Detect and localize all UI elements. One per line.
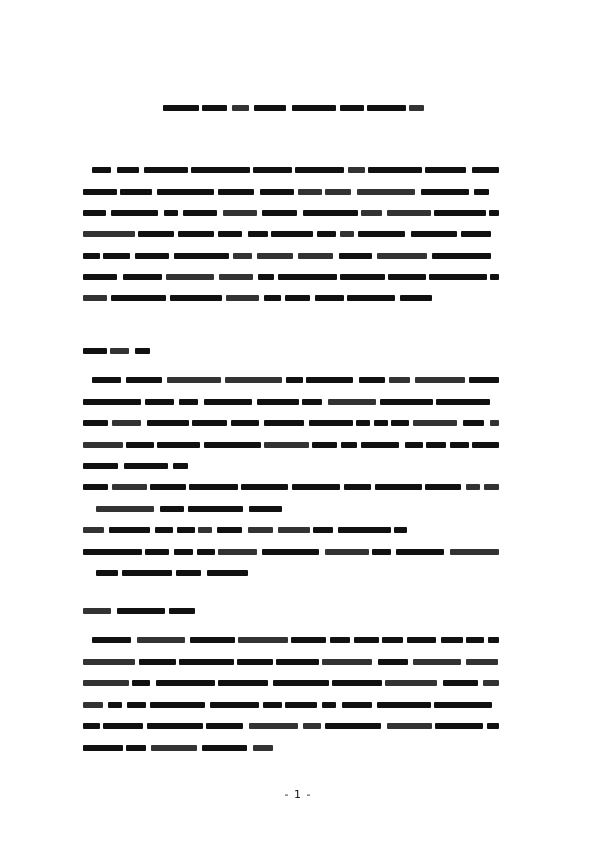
- word-block: [218, 189, 254, 195]
- word-block: [253, 167, 292, 173]
- word-block: [248, 231, 268, 237]
- word-block: [328, 399, 376, 405]
- word-block: [83, 253, 100, 259]
- word-block: [474, 189, 489, 195]
- word-block: [388, 274, 426, 280]
- word-block: [198, 527, 212, 533]
- word-block: [157, 189, 214, 195]
- word-block: [150, 702, 205, 708]
- word-block: [219, 274, 253, 280]
- word-block: [484, 484, 499, 490]
- word-block: [139, 659, 176, 665]
- word-block: [190, 637, 235, 643]
- word-block: [278, 274, 337, 280]
- word-block: [122, 570, 172, 576]
- body-line: [83, 227, 499, 240]
- word-block: [83, 210, 106, 216]
- word-block: [263, 702, 282, 708]
- word-block: [204, 399, 252, 405]
- word-block: [377, 253, 427, 259]
- word-block: [429, 274, 487, 280]
- word-block: [173, 463, 188, 469]
- word-block: [183, 210, 217, 216]
- word-block: [295, 167, 344, 173]
- word-block: [291, 637, 326, 643]
- word-block: [197, 549, 215, 555]
- word-block: [232, 105, 249, 111]
- word-block: [303, 723, 321, 729]
- word-block: [361, 210, 382, 216]
- word-block: [359, 377, 385, 383]
- word-block: [157, 442, 200, 448]
- word-block: [341, 442, 357, 448]
- word-block: [356, 420, 370, 426]
- word-block: [374, 420, 388, 426]
- word-block: [394, 527, 407, 533]
- word-block: [233, 253, 252, 259]
- word-block: [483, 680, 499, 686]
- word-block: [292, 484, 340, 490]
- word-block: [192, 420, 227, 426]
- word-block: [126, 442, 154, 448]
- word-block: [204, 442, 261, 448]
- body-line: [83, 416, 499, 429]
- word-block: [400, 295, 432, 301]
- word-block: [302, 399, 322, 405]
- word-block: [377, 702, 431, 708]
- word-block: [413, 420, 457, 426]
- word-block: [96, 506, 154, 512]
- word-block: [144, 167, 188, 173]
- word-block: [226, 295, 259, 301]
- word-block: [167, 377, 221, 383]
- word-block: [411, 231, 457, 237]
- word-block: [83, 680, 129, 686]
- word-block: [367, 105, 406, 111]
- word-block: [108, 702, 122, 708]
- word-block: [271, 231, 313, 237]
- word-block: [340, 105, 364, 111]
- word-block: [325, 723, 381, 729]
- word-block: [434, 702, 492, 708]
- word-block: [217, 527, 242, 533]
- body-line: [83, 698, 499, 711]
- body-line: [83, 676, 499, 689]
- word-block: [344, 484, 371, 490]
- list-item-line: [83, 523, 407, 536]
- word-block: [332, 680, 382, 686]
- body-line: [83, 438, 499, 451]
- body-line: [83, 459, 188, 472]
- page-number: - 1 -: [284, 788, 312, 801]
- word-block: [83, 274, 117, 280]
- word-block: [218, 231, 242, 237]
- subsection-heading: [83, 604, 195, 617]
- word-block: [276, 659, 319, 665]
- word-block: [83, 484, 108, 490]
- body-line: [83, 270, 499, 283]
- word-block: [111, 210, 158, 216]
- word-block: [176, 570, 201, 576]
- word-block: [487, 723, 499, 729]
- word-block: [340, 231, 354, 237]
- body-line: [83, 206, 499, 219]
- word-block: [273, 680, 329, 686]
- word-block: [313, 527, 333, 533]
- word-block: [83, 702, 103, 708]
- word-block: [426, 442, 446, 448]
- word-block: [179, 659, 234, 665]
- body-line: [92, 373, 499, 386]
- word-block: [188, 506, 243, 512]
- word-block: [253, 745, 273, 751]
- word-block: [303, 210, 358, 216]
- word-block: [389, 377, 410, 383]
- word-block: [348, 167, 365, 173]
- word-block: [391, 420, 409, 426]
- word-block: [83, 745, 123, 751]
- word-block: [179, 399, 198, 405]
- word-block: [218, 549, 257, 555]
- word-block: [83, 442, 123, 448]
- word-block: [126, 745, 146, 751]
- word-block: [155, 527, 173, 533]
- word-block: [354, 637, 379, 643]
- word-block: [112, 484, 147, 490]
- word-block: [254, 105, 286, 111]
- word-block: [177, 527, 195, 533]
- word-block: [306, 377, 353, 383]
- word-block: [385, 680, 437, 686]
- word-block: [257, 253, 293, 259]
- word-block: [409, 105, 424, 111]
- word-block: [466, 484, 480, 490]
- word-block: [163, 105, 199, 111]
- word-block: [338, 527, 391, 533]
- word-block: [368, 167, 422, 173]
- word-block: [126, 377, 162, 383]
- word-block: [292, 105, 336, 111]
- word-block: [202, 745, 247, 751]
- word-block: [469, 377, 499, 383]
- word-block: [160, 506, 184, 512]
- body-line: [83, 719, 499, 732]
- word-block: [405, 442, 423, 448]
- list-item-line: [96, 566, 248, 579]
- word-block: [210, 702, 259, 708]
- word-block: [375, 484, 422, 490]
- word-block: [249, 723, 298, 729]
- word-block: [83, 527, 104, 533]
- word-block: [92, 167, 111, 173]
- word-block: [472, 167, 499, 173]
- section-heading: [83, 344, 155, 357]
- word-block: [83, 295, 107, 301]
- body-line: [92, 163, 499, 176]
- word-block: [387, 723, 432, 729]
- word-block: [490, 420, 499, 426]
- word-block: [83, 348, 107, 354]
- word-block: [286, 377, 303, 383]
- word-block: [380, 399, 433, 405]
- body-line: [83, 291, 432, 304]
- word-block: [223, 210, 257, 216]
- word-block: [378, 659, 408, 665]
- word-block: [278, 527, 310, 533]
- word-block: [466, 659, 498, 665]
- word-block: [117, 608, 165, 614]
- word-block: [123, 274, 162, 280]
- word-block: [342, 702, 372, 708]
- body-line: [92, 633, 499, 646]
- word-block: [231, 420, 259, 426]
- word-block: [189, 484, 238, 490]
- word-block: [241, 484, 288, 490]
- word-block: [218, 680, 268, 686]
- word-block: [339, 253, 372, 259]
- word-block: [135, 348, 150, 354]
- document-title: [163, 101, 424, 114]
- word-block: [317, 231, 336, 237]
- word-block: [83, 608, 111, 614]
- word-block: [490, 274, 499, 280]
- word-block: [202, 105, 227, 111]
- word-block: [147, 723, 203, 729]
- word-block: [322, 702, 336, 708]
- word-block: [489, 210, 499, 216]
- word-block: [145, 549, 169, 555]
- word-block: [421, 189, 469, 195]
- word-block: [372, 549, 391, 555]
- word-block: [174, 253, 229, 259]
- word-block: [434, 210, 486, 216]
- word-block: [237, 659, 273, 665]
- word-block: [257, 399, 299, 405]
- word-block: [358, 231, 405, 237]
- word-block: [156, 680, 215, 686]
- word-block: [285, 295, 310, 301]
- word-block: [413, 659, 461, 665]
- body-line: [83, 395, 499, 408]
- word-block: [415, 377, 465, 383]
- word-block: [450, 549, 499, 555]
- word-block: [396, 549, 444, 555]
- word-block: [264, 295, 281, 301]
- word-block: [472, 442, 499, 448]
- word-block: [83, 189, 117, 195]
- word-block: [347, 295, 395, 301]
- word-block: [206, 723, 243, 729]
- word-block: [461, 231, 491, 237]
- word-block: [238, 637, 288, 643]
- word-block: [262, 210, 297, 216]
- word-block: [120, 189, 152, 195]
- word-block: [96, 570, 118, 576]
- body-line: [83, 249, 499, 262]
- word-block: [357, 189, 415, 195]
- list-item-line: [83, 480, 499, 493]
- word-block: [109, 527, 150, 533]
- word-block: [340, 274, 385, 280]
- word-block: [264, 420, 304, 426]
- word-block: [325, 549, 369, 555]
- word-block: [83, 723, 100, 729]
- word-block: [127, 702, 146, 708]
- word-block: [137, 637, 185, 643]
- word-block: [135, 253, 169, 259]
- word-block: [83, 399, 141, 405]
- word-block: [111, 295, 166, 301]
- word-block: [312, 442, 337, 448]
- word-block: [382, 637, 403, 643]
- body-line: [83, 655, 499, 668]
- word-block: [330, 637, 350, 643]
- word-block: [112, 420, 141, 426]
- word-block: [151, 745, 197, 751]
- word-block: [174, 549, 193, 555]
- word-block: [450, 442, 469, 448]
- word-block: [170, 295, 222, 301]
- word-block: [83, 231, 135, 237]
- word-block: [103, 723, 143, 729]
- word-block: [83, 420, 108, 426]
- word-block: [147, 420, 189, 426]
- word-block: [425, 167, 466, 173]
- word-block: [92, 377, 121, 383]
- word-block: [463, 420, 484, 426]
- word-block: [309, 420, 353, 426]
- word-block: [285, 702, 317, 708]
- word-block: [83, 659, 135, 665]
- word-block: [387, 210, 431, 216]
- word-block: [132, 680, 150, 686]
- word-block: [249, 506, 282, 512]
- word-block: [298, 253, 333, 259]
- word-block: [150, 484, 186, 490]
- word-block: [169, 608, 195, 614]
- word-block: [436, 399, 490, 405]
- word-block: [92, 637, 131, 643]
- body-line: [83, 185, 499, 198]
- word-block: [178, 231, 214, 237]
- word-block: [425, 484, 461, 490]
- word-block: [315, 295, 344, 301]
- word-block: [124, 463, 168, 469]
- word-block: [83, 463, 118, 469]
- word-block: [138, 231, 174, 237]
- word-block: [164, 210, 178, 216]
- word-block: [407, 637, 436, 643]
- word-block: [248, 527, 273, 533]
- body-line: [83, 741, 273, 754]
- list-item-line: [96, 502, 283, 515]
- word-block: [262, 549, 319, 555]
- word-block: [466, 637, 484, 643]
- word-block: [166, 274, 214, 280]
- word-block: [103, 253, 130, 259]
- word-block: [488, 637, 499, 643]
- word-block: [361, 442, 399, 448]
- word-block: [110, 348, 129, 354]
- word-block: [322, 659, 372, 665]
- word-block: [298, 189, 322, 195]
- word-block: [441, 637, 463, 643]
- word-block: [258, 274, 274, 280]
- word-block: [117, 167, 139, 173]
- word-block: [83, 549, 142, 555]
- word-block: [207, 570, 248, 576]
- word-block: [435, 723, 483, 729]
- word-block: [191, 167, 250, 173]
- list-item-line: [83, 545, 499, 558]
- word-block: [145, 399, 174, 405]
- word-block: [225, 377, 282, 383]
- word-block: [260, 189, 294, 195]
- word-block: [264, 442, 309, 448]
- word-block: [325, 189, 351, 195]
- word-block: [432, 253, 491, 259]
- word-block: [443, 680, 478, 686]
